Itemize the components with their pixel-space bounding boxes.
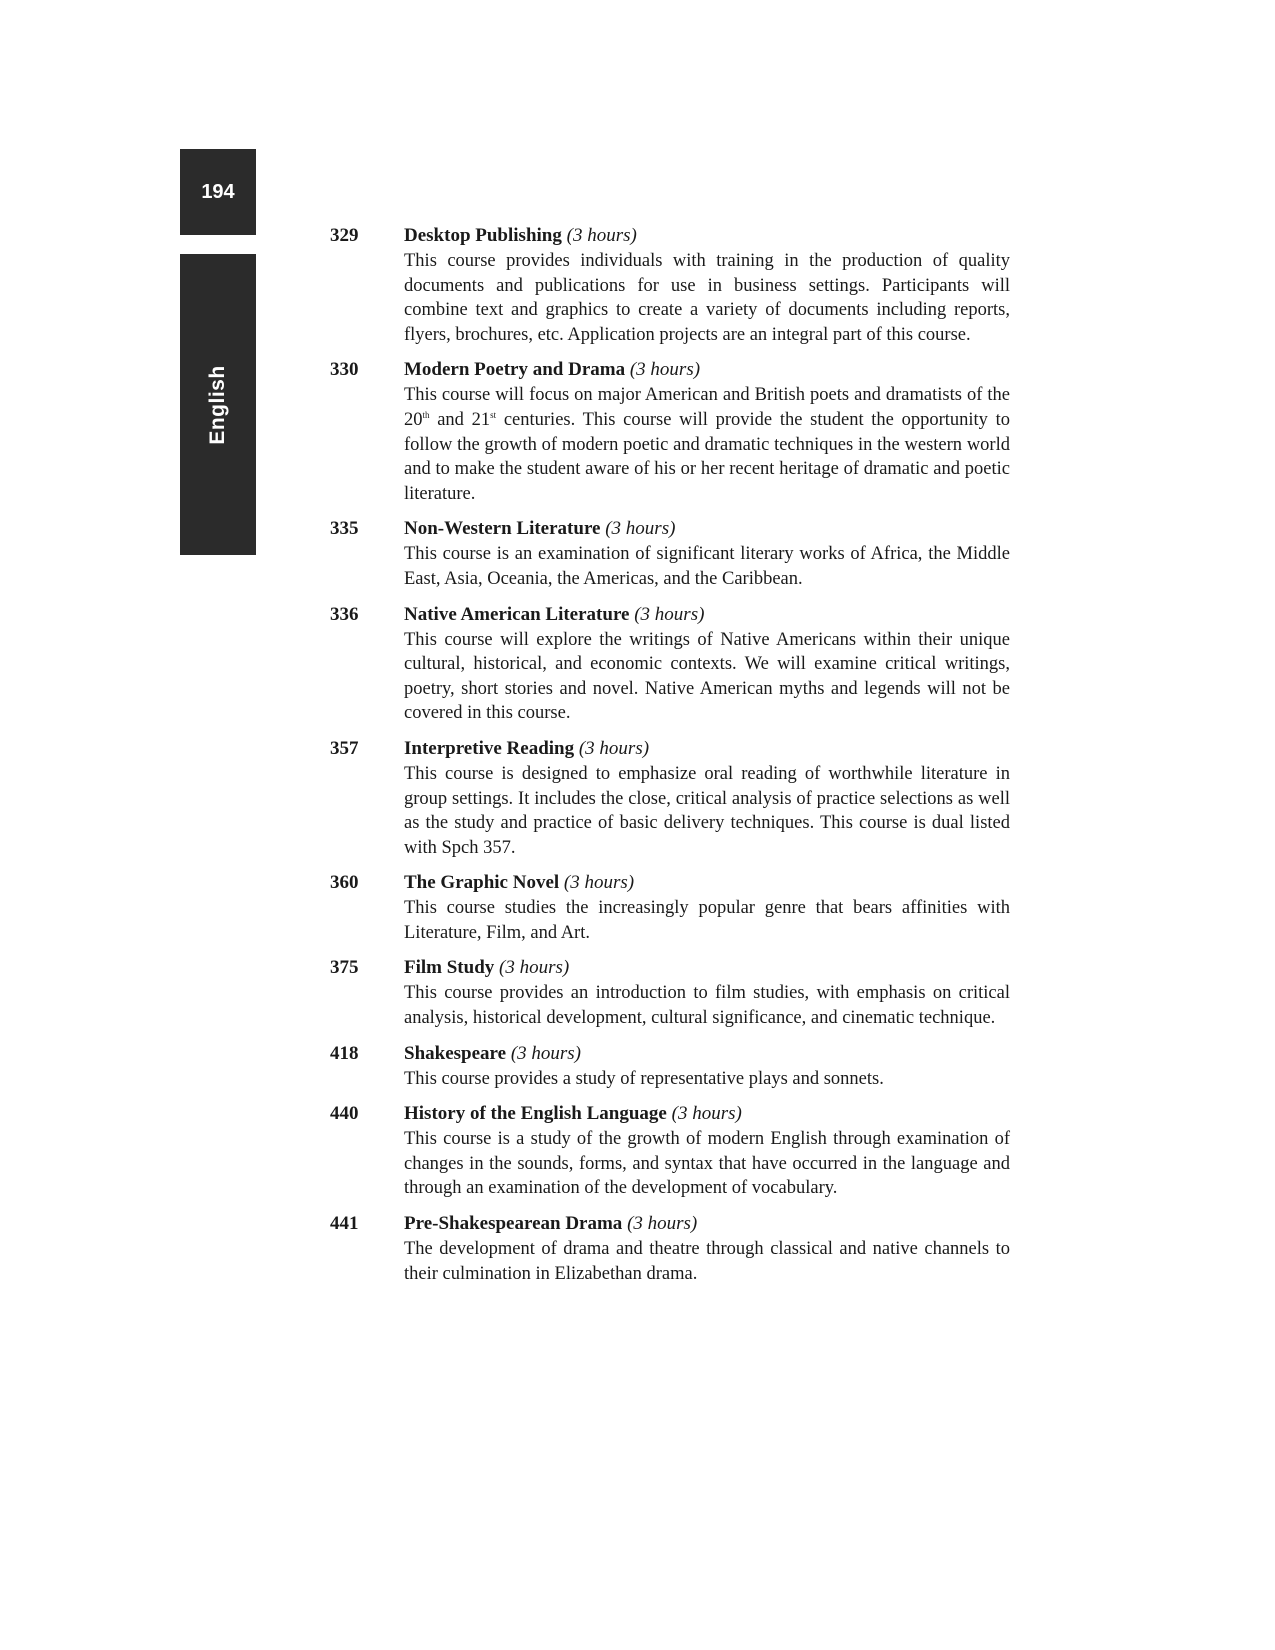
description-part: and 21 (429, 409, 491, 430)
course-hours: (3 hours) (605, 518, 676, 540)
course-description: This course provides individuals with training in the production of quality documents and publications for use in business settings. Participants will combine text and graphics to create a variety of documents including reports, flyers, brochures, etc. Application projects are an integral part of this course. (404, 251, 1010, 345)
course-title: Interpretive Reading (404, 737, 575, 759)
course-description: This course will explore the writings of Native Americans within their unique cultural, historical, and economic contexts. We will examine critical writings, poetry, short stories and novel. Native American myths and legends will not be covered in this course. (404, 629, 1010, 724)
course-number: 360 (330, 872, 359, 894)
course-hours: (3 hours) (563, 872, 635, 894)
course-description: This course is an examination of significant literary works of Africa, the Middle East, Asia, Oceania, the Americas, and the Caribbean. (404, 544, 1010, 589)
course-entry (330, 737, 1010, 860)
course-description: This course is designed to emphasize oral reading of worthwhile literature in group settings. It includes the close, critical analysis of practice selections as well as the study and practice of basic delivery techniques. This course is dual listed with Spch 357. (404, 763, 1010, 858)
course-number: 336 (330, 603, 359, 625)
course-entry (330, 1102, 1010, 1201)
course-number: 440 (330, 1103, 359, 1125)
course-hours: (3 hours) (566, 225, 637, 246)
course-title: The Graphic Novel (404, 872, 560, 894)
course-entry (330, 603, 1010, 726)
description-part: This course will focus on major American and British poets and dramatists of the 20 (404, 385, 1010, 430)
course-entry (330, 956, 1010, 1030)
course-number: 329 (330, 225, 359, 246)
course-number: 375 (330, 957, 359, 979)
course-list (330, 224, 1010, 1297)
course-entry (330, 358, 1010, 506)
course-entry (330, 1042, 1010, 1092)
page-number: 194 (201, 180, 235, 203)
course-title: Pre-Shakespearean Drama (404, 1213, 623, 1235)
course-number: 418 (330, 1042, 359, 1064)
course-description: The development of drama and theatre through classical and native channels to their culmination in Elizabethan drama. (404, 1239, 1010, 1284)
course-entry (330, 224, 1010, 347)
course-hours: (3 hours) (634, 603, 705, 625)
course-title: Desktop Publishing (404, 225, 562, 246)
course-hours: (3 hours) (499, 957, 570, 979)
course-title: Non-Western Literature (404, 518, 601, 540)
course-description: This course studies the increasingly popular genre that bears affinities with Literature, Film, and Art. (404, 898, 1010, 943)
course-description: This course is a study of the growth of modern English through examination of changes in the sounds, forms, and syntax that have occurred in the language and through an examination of the development of vocabulary. (404, 1129, 1010, 1199)
course-title: Shakespeare (404, 1042, 507, 1064)
ordinal-suffix: st (490, 409, 497, 420)
course-hours: (3 hours) (671, 1103, 742, 1125)
course-number: 330 (330, 359, 359, 381)
course-hours: (3 hours) (629, 359, 701, 381)
course-number: 357 (330, 737, 359, 759)
course-title: Film Study (404, 957, 495, 979)
section-label: English (206, 364, 229, 445)
course-description: This course provides a study of representative plays and sonnets. (404, 1068, 884, 1089)
course-number: 441 (330, 1213, 359, 1235)
course-entry (330, 517, 1010, 591)
course-title: History of the English Language (404, 1103, 667, 1125)
course-title: Native American Literature (404, 603, 630, 625)
course-description: This course provides an introduction to film studies, with emphasis on critical analysis, historical development, cultural significance, and cinematic technique. (404, 983, 1010, 1029)
description-part: centuries. This course will provide the student the opportunity to follow the growth of modern poetic and dramatic techniques in the western world and to make the student aware of his or her recent heritage of dramatic and poetic literature. (404, 409, 1010, 504)
course-entry (330, 1212, 1010, 1286)
course-entry (330, 871, 1010, 945)
course-description (404, 383, 1010, 506)
course-hours: (3 hours) (627, 1213, 698, 1235)
ordinal-suffix: th (422, 409, 430, 420)
course-title: Modern Poetry and Drama (404, 359, 626, 381)
page-number-tab (180, 149, 256, 235)
course-hours: (3 hours) (510, 1042, 582, 1064)
course-hours: (3 hours) (578, 737, 650, 759)
course-number: 335 (330, 518, 359, 540)
section-tab (180, 254, 256, 555)
